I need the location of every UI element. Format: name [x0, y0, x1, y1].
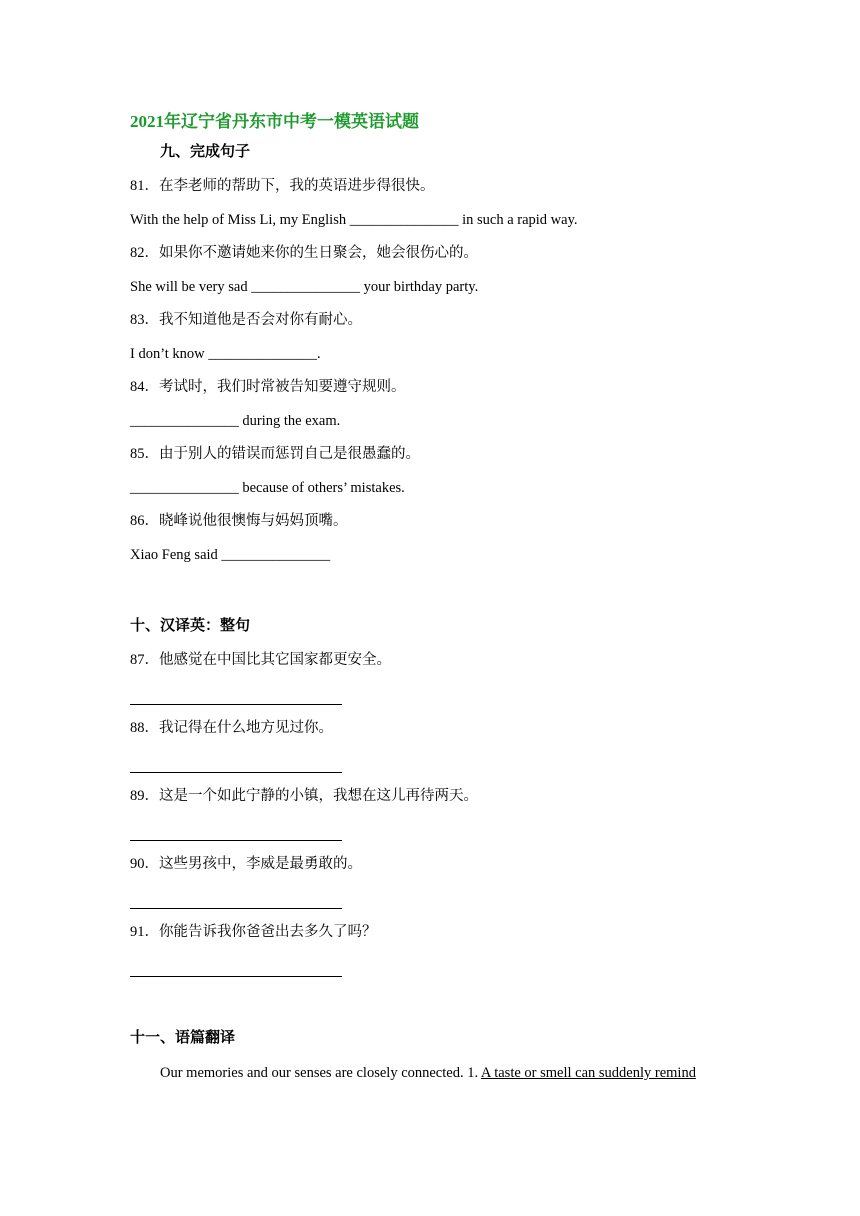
- question-82: 82．如果你不邀请她来你的生日聚会，她会很伤心的。: [130, 245, 478, 261]
- section-heading-passage-translation: 十一、语篇翻译: [130, 1030, 236, 1046]
- answer-85: _______________ because of others’ mistakes.: [130, 480, 405, 496]
- section1-items: [130, 176, 750, 565]
- section2-items: [130, 650, 750, 977]
- answer-line-89: [130, 822, 342, 841]
- question-86: 86．晓峰说他很懊悔与妈妈顶嘴。: [130, 513, 348, 529]
- passage-text: Our memories and our senses are closely connected. 1.: [160, 1065, 481, 1081]
- passage-underlined-sentence: A taste or smell can suddenly remind: [480, 1065, 696, 1081]
- passage-paragraph: [130, 1063, 750, 1083]
- question-81: 81．在李老师的帮助下，我的英语进步得很快。: [130, 178, 435, 194]
- answer-line-90: [130, 890, 342, 909]
- answer-82: She will be very sad _______________ your birthday party.: [130, 279, 479, 295]
- answer-line-87: [130, 686, 342, 705]
- document-title: 2021年辽宁省丹东市中考一模英语试题: [130, 112, 419, 131]
- section-heading-complete-sentences: 九、完成句子: [160, 144, 251, 160]
- question-83: 83．我不知道他是否会对你有耐心。: [130, 312, 362, 328]
- question-85: 85．由于别人的错误而惩罚自己是很愚蠢的。: [130, 446, 420, 462]
- section-heading-translation: 十、汉译英：整句: [130, 618, 251, 634]
- answer-line-91: [130, 958, 342, 977]
- answer-line-88: [130, 754, 342, 773]
- question-88: 88．我记得在什么地方见过你。: [130, 720, 333, 736]
- question-84: 84．考试时，我们时常被告知要遵守规则。: [130, 379, 406, 395]
- document-page: [130, 110, 750, 1083]
- answer-83: I don’t know _______________.: [130, 346, 321, 362]
- answer-86: Xiao Feng said _______________: [130, 547, 331, 563]
- answer-84: _______________ during the exam.: [130, 413, 341, 429]
- question-89: 89．这是一个如此宁静的小镇，我想在这儿再待两天。: [130, 788, 478, 804]
- answer-81: With the help of Miss Li, my English _______________ in such a rapid way.: [130, 212, 578, 228]
- question-87: 87．他感觉在中国比其它国家都更安全。: [130, 652, 391, 668]
- question-91: 91．你能告诉我你爸爸出去多久了吗？: [130, 924, 377, 940]
- question-90: 90．这些男孩中，李威是最勇敢的。: [130, 856, 362, 872]
